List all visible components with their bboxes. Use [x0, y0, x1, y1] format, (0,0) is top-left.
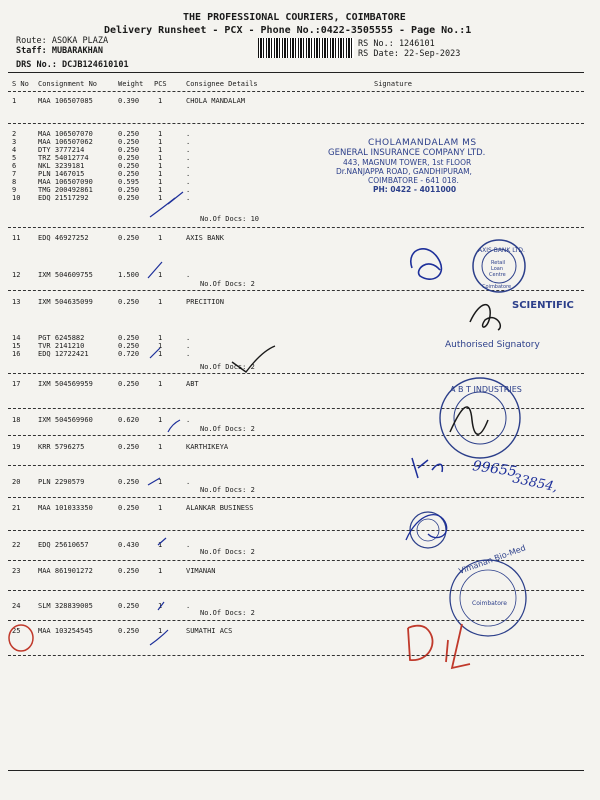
- karthikeya-signature: [412, 458, 442, 478]
- row-consignee: ABT: [186, 380, 199, 388]
- row-pcs: 1: [158, 541, 163, 549]
- row-sno: 13: [12, 298, 21, 306]
- row-sno: 8: [12, 178, 17, 186]
- row-weight: 0.250: [118, 162, 140, 170]
- stamp-line: PH: 0422 - 4011000: [373, 185, 457, 194]
- row-consignment-no: EDQ 25610657: [38, 541, 89, 549]
- row-consignee: .: [186, 170, 191, 178]
- footer-rule: [8, 770, 584, 771]
- row-consignment-no: MAA 103254545: [38, 627, 93, 635]
- row-pcs: 1: [158, 154, 163, 162]
- row-sno: 5: [12, 154, 17, 162]
- row-consignee: .: [186, 138, 191, 146]
- rs-number: RS No.: 1246101: [358, 39, 435, 49]
- svg-text:A B T INDUSTRIES: A B T INDUSTRIES: [450, 385, 522, 394]
- row-consignee: .: [186, 478, 191, 486]
- stamp-line: CHOLAMANDALAM MS: [368, 138, 477, 148]
- row-consignment-no: EDQ 46927252: [38, 234, 89, 242]
- abt-stamp: [440, 378, 522, 458]
- row-consignee: VIMANAN: [186, 567, 216, 575]
- col-pcs: PCS: [154, 80, 167, 88]
- row-pcs: 1: [158, 504, 163, 512]
- row-sno: 15: [12, 342, 21, 350]
- row-weight: 0.250: [118, 234, 140, 242]
- col-consignment: Consignment No: [38, 80, 98, 88]
- row-sno: 6: [12, 162, 17, 170]
- svg-text:Vimanan Bio-Med: Vimanan Bio-Med: [457, 543, 527, 576]
- row-sno: 7: [12, 170, 17, 178]
- row-consignment-no: TMG 200492861: [38, 186, 93, 194]
- staff-label: Staff: MUBARAKHAN: [16, 46, 103, 56]
- row-sno: 3: [12, 138, 17, 146]
- row-consignment-no: PGT 6245882: [38, 334, 85, 342]
- handwritten-number-1: 99655: [471, 458, 518, 481]
- row-consignee: .: [186, 186, 191, 194]
- row-sno: 20: [12, 478, 21, 486]
- table-end-divider: [8, 655, 584, 656]
- row-sno: 12: [12, 271, 21, 279]
- svg-text:Loan: Loan: [491, 266, 503, 272]
- docs-count: No.Of Docs: 2: [200, 280, 255, 288]
- docs-count: No.Of Docs: 10: [200, 215, 260, 223]
- row-consignee: ALANKAR BUSINESS: [186, 504, 254, 512]
- svg-text:Coimbatore: Coimbatore: [472, 600, 507, 607]
- row-weight: 0.250: [118, 130, 140, 138]
- row-sno: 14: [12, 334, 21, 342]
- row-pcs: 1: [158, 380, 163, 388]
- axis-signature: [411, 249, 442, 279]
- row-pcs: 1: [158, 342, 163, 350]
- docs-count: No.Of Docs: 2: [200, 609, 255, 617]
- row-consignment-no: MAA 106507090: [38, 178, 93, 186]
- stamp-line: Dr.NANJAPPA ROAD, GANDHIPURAM,: [336, 167, 472, 176]
- row-consignment-no: MAA 861901272: [38, 567, 93, 575]
- row-consignment-no: PLN 1467015: [38, 170, 85, 178]
- row-pcs: 1: [158, 350, 163, 358]
- row-pcs: 1: [158, 162, 163, 170]
- row-consignee: .: [186, 162, 191, 170]
- row-sno: 10: [12, 194, 21, 202]
- row-sno: 11: [12, 234, 21, 242]
- row-pcs: 1: [158, 186, 163, 194]
- row-sno: 21: [12, 504, 21, 512]
- svg-text:AXIS BANK LTD.: AXIS BANK LTD.: [478, 247, 525, 254]
- company-title: THE PROFESSIONAL COURIERS, COIMBATORE: [183, 12, 406, 23]
- row-consignee: KARTHIKEYA: [186, 443, 229, 451]
- runsheet-title: Delivery Runsheet - PCX - Phone No.:0422-3505555 - Page No.:1: [104, 25, 472, 36]
- row-weight: 0.250: [118, 154, 140, 162]
- row-consignment-no: TVR 2141210: [38, 342, 85, 350]
- svg-text:Coimbatore: Coimbatore: [482, 284, 512, 290]
- row-sno: 24: [12, 602, 21, 610]
- row-sno: 18: [12, 416, 21, 424]
- row-consignment-no: PLN 2290579: [38, 478, 85, 486]
- row-pcs: 1: [158, 298, 163, 306]
- handwritten-number-2: 33854,: [511, 471, 559, 496]
- precition-signature: [470, 305, 500, 330]
- col-signature: Signature: [374, 80, 412, 88]
- row-consignee: AXIS BANK: [186, 234, 224, 242]
- row-consignee: SUMATHI ACS: [186, 627, 233, 635]
- row-consignee: .: [186, 350, 191, 358]
- row-weight: 0.250: [118, 146, 140, 154]
- row-pcs: 1: [158, 234, 163, 242]
- row-pcs: 1: [158, 170, 163, 178]
- stamp-line: GENERAL INSURANCE COMPANY LTD.: [328, 148, 486, 158]
- row-sno: 23: [12, 567, 21, 575]
- row-weight: 0.250: [118, 567, 140, 575]
- drs-number: DRS No.: DCJB124610101: [16, 60, 129, 70]
- row-consignment-no: IXM 504569960: [38, 416, 93, 424]
- row-pcs: 1: [158, 478, 163, 486]
- row-weight: 0.250: [118, 334, 140, 342]
- row-consignee: PRECITION: [186, 298, 224, 306]
- row-weight: 0.390: [118, 97, 140, 105]
- row-consignee: .: [186, 178, 191, 186]
- row-consignment-no: NKL 3239181: [38, 162, 85, 170]
- row-sno: 2: [12, 130, 17, 138]
- abt-signature: [450, 407, 488, 434]
- row-weight: 0.430: [118, 541, 140, 549]
- row-consignment-no: IXM 504569959: [38, 380, 93, 388]
- row-pcs: 1: [158, 194, 163, 202]
- row-weight: 0.250: [118, 298, 140, 306]
- row-consignment-no: TRZ 54012774: [38, 154, 89, 162]
- col-consignee: Consignee Details: [186, 80, 258, 88]
- svg-text:Retail: Retail: [491, 260, 506, 266]
- docs-count: No.Of Docs: 2: [200, 425, 255, 433]
- stamp-line: 443, MAGNUM TOWER, 1st FLOOR: [343, 158, 472, 167]
- scientific-stamp: SCIENTIFIC: [512, 300, 574, 311]
- rs-date: RS Date: 22-Sep-2023: [358, 49, 461, 59]
- axis-bank-stamp: [473, 240, 525, 292]
- row-weight: 0.250: [118, 342, 140, 350]
- row-consignment-no: KRR 5796275: [38, 443, 85, 451]
- row-weight: 0.250: [118, 504, 140, 512]
- row-pcs: 1: [158, 97, 163, 105]
- row-consignee: .: [186, 416, 191, 424]
- row-consignee: .: [186, 342, 191, 350]
- row-weight: 0.250: [118, 627, 140, 635]
- row-weight: 0.250: [118, 443, 140, 451]
- row-weight: 0.250: [118, 138, 140, 146]
- row-consignee: .: [186, 130, 191, 138]
- row-consignee: .: [186, 154, 191, 162]
- row-pcs: 1: [158, 146, 163, 154]
- row-consignee: CHOLA MANDALAM: [186, 97, 246, 105]
- row-sno: 22: [12, 541, 21, 549]
- row-weight: 1.500: [118, 271, 140, 279]
- row-consignment-no: DTY 3777214: [38, 146, 85, 154]
- row-weight: 0.720: [118, 350, 140, 358]
- row-sno: 19: [12, 443, 21, 451]
- check-mark: [232, 346, 275, 372]
- row-consignee: .: [186, 334, 191, 342]
- row-consignee: .: [186, 194, 191, 202]
- row-consignment-no: SLM 328839005: [38, 602, 93, 610]
- row-pcs: 1: [158, 627, 163, 635]
- row-consignment-no: MAA 101033350: [38, 504, 93, 512]
- row-weight: 0.250: [118, 170, 140, 178]
- row-consignment-no: MAA 106507062: [38, 138, 93, 146]
- red-circle-mark: [9, 625, 33, 651]
- row-weight: 0.595: [118, 178, 140, 186]
- row-consignee: .: [186, 146, 191, 154]
- vimanan-stamp: [450, 543, 527, 636]
- col-sno: S No: [12, 80, 29, 88]
- row-weight: 0.250: [118, 602, 140, 610]
- row-sno: 9: [12, 186, 17, 194]
- svg-text:Centre: Centre: [489, 272, 506, 278]
- docs-count: No.Of Docs: 2: [200, 486, 255, 494]
- row-pcs: 1: [158, 602, 163, 610]
- row-consignment-no: EDQ 21517292: [38, 194, 89, 202]
- row-consignee: .: [186, 271, 191, 279]
- row-pcs: 1: [158, 271, 163, 279]
- row-sno: 16: [12, 350, 21, 358]
- row-pcs: 1: [158, 334, 163, 342]
- row-sno: 4: [12, 146, 17, 154]
- row-weight: 0.250: [118, 478, 140, 486]
- row-consignee: .: [186, 602, 191, 610]
- row-sno: 25: [12, 627, 21, 635]
- red-dl-mark: [408, 624, 470, 668]
- row-sno: 17: [12, 380, 21, 388]
- row-weight: 0.620: [118, 416, 140, 424]
- authorised-signatory: Authorised Signatory: [445, 340, 540, 350]
- row-pcs: 1: [158, 130, 163, 138]
- row-consignment-no: EDQ 12722421: [38, 350, 89, 358]
- row-sno: 1: [12, 97, 17, 105]
- tick-mark: [150, 192, 183, 217]
- row-pcs: 1: [158, 416, 163, 424]
- row-weight: 0.250: [118, 380, 140, 388]
- row-pcs: 1: [158, 138, 163, 146]
- row-pcs: 1: [158, 178, 163, 186]
- docs-count: No.Of Docs: 2: [200, 363, 255, 371]
- row-consignment-no: IXM 504609755: [38, 271, 93, 279]
- row-consignment-no: MAA 106507085: [38, 97, 93, 105]
- row-consignment-no: IXM 504635099: [38, 298, 93, 306]
- row-weight: 0.250: [118, 194, 140, 202]
- stamp-line: COIMBATORE - 641 018.: [368, 176, 459, 185]
- col-weight: Weight: [118, 80, 144, 88]
- row-pcs: 1: [158, 443, 163, 451]
- route-label: Route: ASOKA PLAZA: [16, 36, 109, 46]
- docs-count: No.Of Docs: 2: [200, 548, 255, 556]
- row-weight: 0.250: [118, 186, 140, 194]
- row-consignee: .: [186, 541, 191, 549]
- row-consignment-no: MAA 106507070: [38, 130, 93, 138]
- row-pcs: 1: [158, 567, 163, 575]
